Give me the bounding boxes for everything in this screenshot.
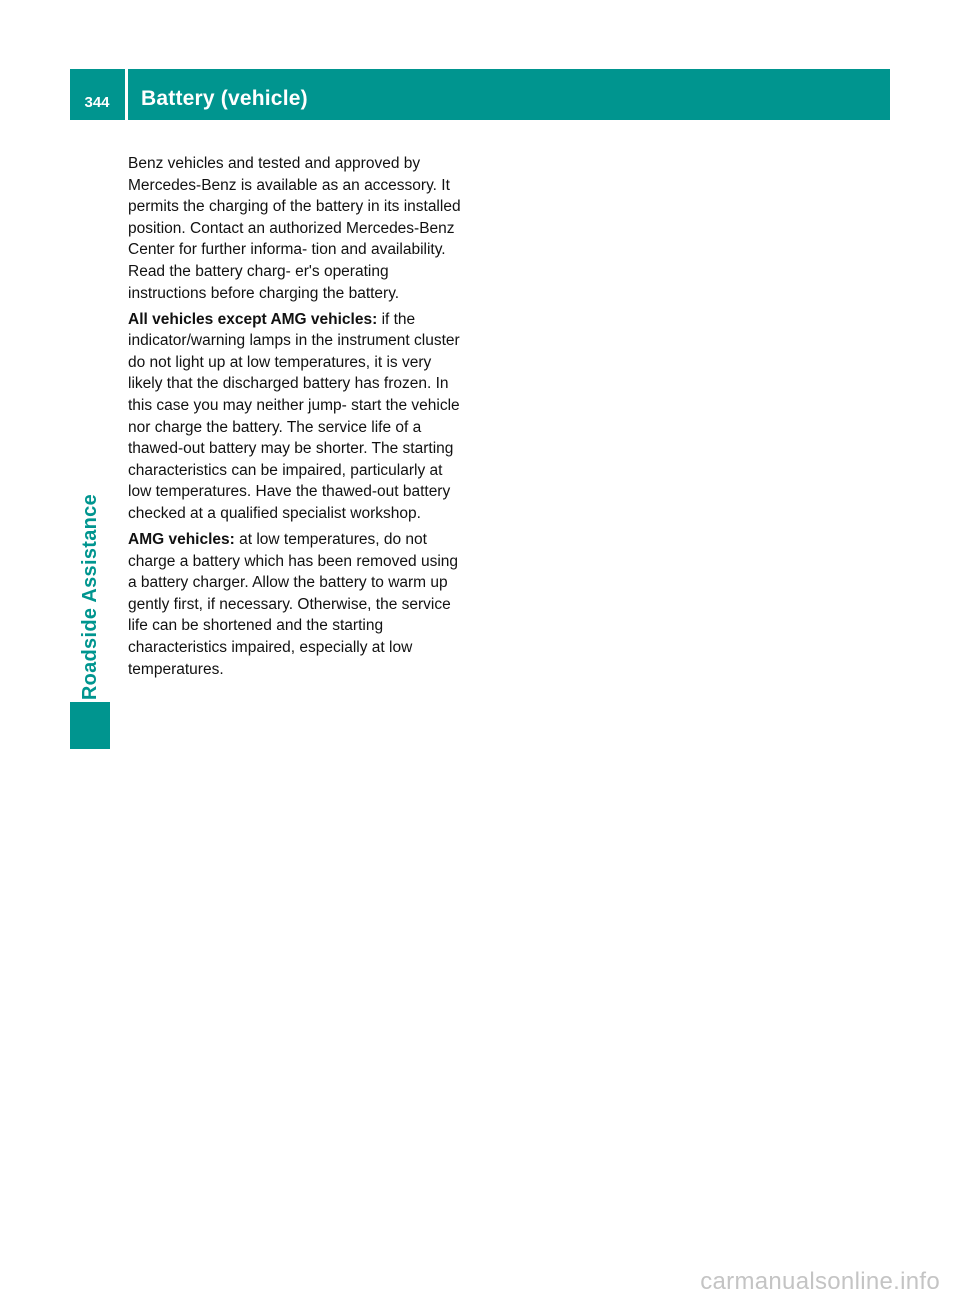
section-title: Battery (vehicle) <box>141 87 308 110</box>
side-tab-label: Roadside Assistance <box>78 493 101 700</box>
paragraph-amg-text: at low temperatures, do not charge a battery which has been removed using a battery charger. Allow the battery to warm up gently first, if necessary. Otherwise, the service life can be shortened and the starting characteristics impaired, especially at low temperatures. <box>128 531 459 678</box>
header-divider <box>125 69 128 120</box>
paragraph-non-amg-lead: All vehicles except AMG vehicles: <box>128 310 378 328</box>
paragraph-amg-lead: AMG vehicles: <box>128 531 235 549</box>
paragraph-amg <box>128 529 468 680</box>
side-tab-marker <box>70 702 110 749</box>
paragraph-intro-text: Benz vehicles and tested and approved by Mercedes-Benz is available as an accessory. It permits the charging of the battery in its installed position. Contact an authorized Mercedes-Benz Center for further informa- tion and availability. Read the battery charg- er's operating instructions before charging the battery. <box>128 155 461 302</box>
paragraph-intro <box>128 153 468 304</box>
watermark: carmanualsonline.info <box>700 1268 940 1295</box>
paragraph-non-amg-text: if the indicator/warning lamps in the instrument cluster do not light up at low temperatures, it is very likely that the discharged battery has frozen. In this case you may neither jump- start the vehicle nor charge the battery. The service life of a thawed-out battery may be shorter. The starting characteristics can be impaired, particularly at low temperatures. Have the thawed-out battery checked at a qualified specialist workshop. <box>128 310 460 522</box>
page-number: 344 <box>84 94 110 111</box>
paragraph-non-amg <box>128 309 468 525</box>
side-tab <box>70 120 110 700</box>
body-text <box>128 153 468 685</box>
